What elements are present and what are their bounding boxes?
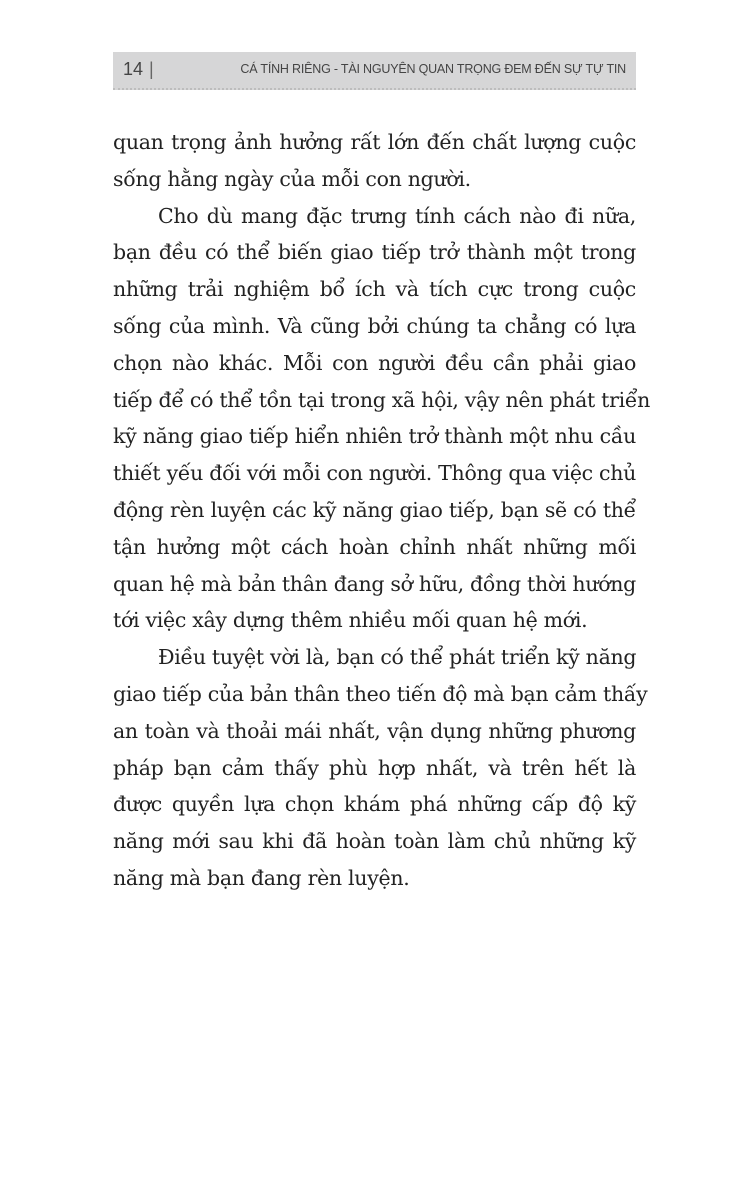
text-line: sống hằng ngày của mỗi con người.: [113, 166, 471, 191]
text-line: chọn nào khác. Mỗi con người đều cần phải giao: [113, 350, 636, 375]
text-line: bạn đều có thể biến giao tiếp trở thành một trong: [113, 240, 636, 265]
text-line: thiết yếu đối với mỗi con người. Thông qua việc chủ: [113, 461, 637, 486]
text-line: quan trọng ảnh hưởng rất lớn đến chất lượng cuộc: [113, 130, 636, 154]
text-line: quan hệ mà bản thân đang sở hữu, đồng thời hướng: [113, 571, 636, 596]
text-line: kỹ năng giao tiếp hiển nhiên trở thành một nhu cầu: [113, 424, 636, 449]
text-line: an toàn và thoải mái nhất, vận dụng những phương: [113, 718, 636, 743]
text-line: động rèn luyện các kỹ năng giao tiếp, bạn sẽ có thể: [113, 497, 636, 522]
text-line: giao tiếp của bản thân theo tiến độ mà bạn cảm thấy: [113, 681, 648, 706]
running-header: [113, 52, 636, 90]
text-line: năng mới sau khi đã hoàn toàn làm chủ những kỹ: [113, 829, 636, 854]
text-line: sống của mình. Và cũng bởi chúng ta chẳng có lựa: [113, 313, 636, 338]
text-line: năng mà bạn đang rèn luyện.: [113, 865, 410, 890]
page-number: 14: [123, 59, 144, 79]
paragraph: [113, 198, 651, 640]
text-line: những trải nghiệm bổ ích và tích cực trong cuộc: [113, 277, 636, 302]
page-body: [113, 124, 651, 897]
text-line: Cho dù mang đặc trưng tính cách nào đi nữa,: [158, 203, 636, 228]
chapter-title: CÁ TÍNH RIÊNG - TÀI NGUYÊN QUAN TRỌNG ĐEM ĐẾN SỰ TỰ TIN: [240, 62, 626, 76]
paragraph: [113, 124, 636, 198]
paragraph: [113, 639, 648, 897]
text-line: tiếp để có thể tồn tại trong xã hội, vậy nên phát triển: [113, 387, 651, 412]
text-line: được quyền lựa chọn khám phá những cấp độ kỹ: [113, 792, 636, 817]
text-line: Điều tuyệt vời là, bạn có thể phát triển kỹ năng: [158, 645, 637, 670]
text-line: tới việc xây dựng thêm nhiều mối quan hệ mới.: [113, 608, 588, 633]
header-separator: |: [149, 59, 154, 79]
text-line: tận hưởng một cách hoàn chỉnh nhất những mối: [113, 534, 636, 559]
text-line: pháp bạn cảm thấy phù hợp nhất, và trên hết là: [113, 755, 636, 780]
